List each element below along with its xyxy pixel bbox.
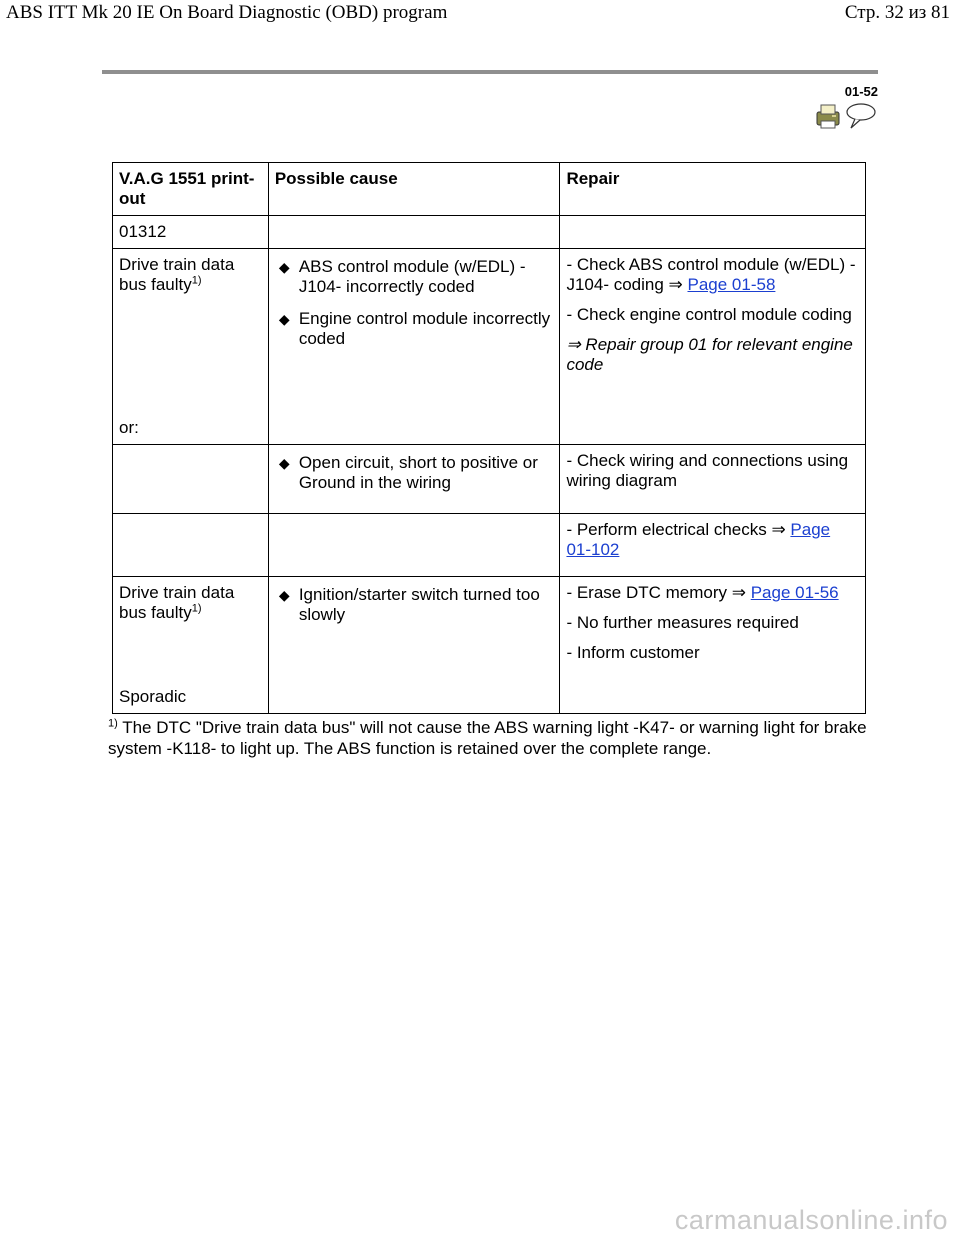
- repair-text: - Inform customer: [566, 643, 700, 663]
- cause-text: Ignition/starter switch turned too slowly: [298, 585, 540, 625]
- table-row: [113, 514, 866, 577]
- repair-cell: [560, 577, 866, 714]
- repair-cell: [560, 514, 866, 577]
- printer-icon[interactable]: [817, 105, 839, 128]
- diamond-bullet-icon: ◆: [278, 311, 290, 328]
- fault-cell: [113, 249, 269, 445]
- diamond-bullet-icon: ◆: [278, 587, 290, 604]
- document-title: ABS ITT Mk 20 IE On Board Diagnostic (OBD) program: [6, 2, 448, 23]
- footnote: [108, 717, 868, 759]
- diagnostic-table: [112, 162, 866, 714]
- page-number: 01-52: [844, 84, 878, 99]
- cause-text: ABS control module (w/EDL) -J104- incorrectly coded: [298, 257, 526, 297]
- fault-qualifier: Sporadic: [119, 687, 187, 707]
- diamond-bullet-icon: ◆: [278, 259, 290, 276]
- table-row-code: [113, 216, 866, 249]
- cause-item: [275, 309, 554, 349]
- cause-cell: [268, 249, 560, 445]
- empty-cell: [113, 514, 269, 577]
- table-header-row: [113, 163, 866, 216]
- repair-cell: [560, 249, 866, 445]
- empty-cell: [560, 216, 866, 249]
- page-link[interactable]: Page 01-102: [566, 520, 831, 560]
- footnote-text: The DTC "Drive train data bus" will not cause the ABS warning light -K47- or warning light for brake system -K118- to light up. The ABS function is retained over the complete range.: [108, 718, 867, 758]
- cause-cell: [268, 577, 560, 714]
- empty-cell: [113, 445, 269, 514]
- footnote-ref: 1): [191, 602, 202, 615]
- page-counter: Стр. 32 из 81: [844, 2, 950, 23]
- header-rule: [102, 70, 878, 74]
- diamond-bullet-icon: ◆: [278, 455, 290, 472]
- repair-text: - Check wiring and connections using wiring diagram: [566, 451, 849, 491]
- repair-text: - Erase DTC memory ⇒: [566, 583, 751, 603]
- cause-text: Open circuit, short to positive or Ground in the wiring: [298, 453, 538, 493]
- cause-item: [275, 257, 554, 297]
- page-icons: [815, 102, 879, 130]
- repair-cell: [560, 445, 866, 514]
- footnote-ref: 1): [191, 274, 202, 287]
- fault-text: bus faulty: [119, 603, 192, 623]
- header-possible-cause: Possible cause: [268, 163, 560, 216]
- fault-qualifier: or:: [119, 418, 139, 438]
- cause-item: [275, 585, 554, 625]
- repair-group-reference: ⇒ Repair group 01 for relevant engine code: [566, 335, 853, 375]
- cause-cell: [268, 445, 560, 514]
- table-row: [113, 249, 866, 445]
- footnote-marker: 1): [108, 717, 118, 730]
- page-link[interactable]: Page 01-56: [750, 583, 839, 603]
- header-repair: Repair: [560, 163, 866, 216]
- header-printout: V.A.G 1551 print-out: [113, 163, 269, 216]
- watermark: carmanualsonline.info: [674, 1205, 948, 1235]
- fault-text: Drive train data: [119, 583, 235, 603]
- repair-text: - No further measures required: [566, 613, 799, 633]
- cause-text: Engine control module incorrectly coded: [298, 309, 551, 349]
- empty-cell: [268, 216, 560, 249]
- speech-bubble-icon[interactable]: [847, 104, 875, 128]
- fault-text: bus faulty: [119, 275, 192, 295]
- table-row: [113, 445, 866, 514]
- fault-text: Drive train data: [119, 255, 235, 275]
- fault-cell: [113, 577, 269, 714]
- table-row: [113, 577, 866, 714]
- page-link[interactable]: Page 01-58: [687, 275, 776, 295]
- repair-text: - Perform electrical checks ⇒: [566, 520, 791, 540]
- fault-code: 01312: [113, 216, 269, 249]
- repair-text: - Check ABS control module (w/EDL) -J104- coding ⇒: [566, 255, 856, 295]
- empty-cell: [268, 514, 560, 577]
- repair-text: - Check engine control module coding: [566, 305, 852, 325]
- cause-item: [275, 453, 554, 493]
